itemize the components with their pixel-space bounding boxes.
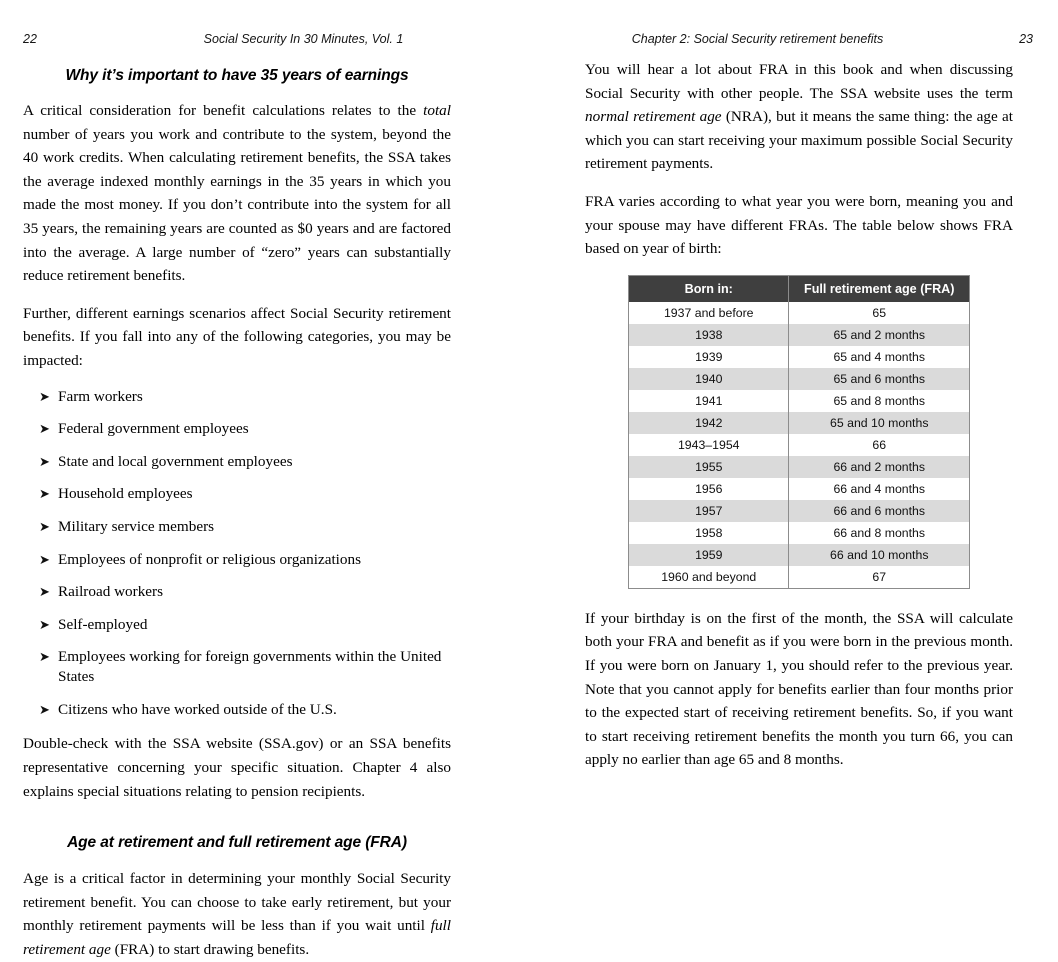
cell-fra: 67 [789,566,970,589]
list-item [39,387,451,407]
list-item [39,452,451,472]
arrow-bullet-icon: ➤ [39,649,50,665]
cell-fra: 65 and 4 months [789,346,970,368]
text-column-left [23,58,451,962]
table-row [629,456,970,478]
cell-fra: 66 and 2 months [789,456,970,478]
list-item [39,582,451,602]
paragraph-double-check: Double-check with the SSA website (SSA.gov) or an SSA benefits representative concerning your specific situation. Chapter 4 also explains special situations relating to pension recipients. [23,735,451,800]
impacted-categories-list [23,387,451,720]
list-item [39,419,451,439]
text-column-right [585,58,1013,772]
page-right [529,0,1058,792]
list-item [39,615,451,635]
paragraph-critical-consideration [23,99,451,288]
cell-born-in: 1938 [629,324,789,346]
cell-born-in: 1940 [629,368,789,390]
cell-fra: 66 and 8 months [789,522,970,544]
table-row [629,566,970,589]
paragraph-text: Age is a critical factor in determining your monthly Social Security retirement benefit. You can choose to take early retirement, but your monthly retirement payments will be less than if you wait until [23,870,451,935]
list-item-label: Employees of nonprofit or religious organizations [58,550,361,568]
paragraph-fra-varies: FRA varies according to what year you were born, meaning you and your spouse may have different FRAs. The table below shows FRA based on year of birth: [585,192,1013,258]
section-heading-35-years: Why it’s important to have 35 years of earnings [65,67,409,84]
list-item [39,700,451,720]
list-item-label: Federal government employees [58,420,249,438]
list-item-label: State and local government employees [58,452,293,470]
table-row [629,500,970,522]
cell-fra: 65 and 2 months [789,324,970,346]
cell-born-in: 1957 [629,500,789,522]
paragraph-text-cont: (FRA) to start drawing benefits. [110,941,310,959]
arrow-bullet-icon: ➤ [39,584,50,600]
list-item-label: Citizens who have worked outside of the U.S. [58,700,337,718]
running-head-chapter-title: Chapter 2: Social Security retirement benefits [631,32,884,46]
table-row [629,412,970,434]
cell-fra: 65 and 8 months [789,390,970,412]
paragraph-fra-terminology [585,58,1013,176]
emphasis-total: total [423,102,451,119]
list-item-label: Military service members [58,517,215,535]
arrow-bullet-icon: ➤ [39,486,50,502]
list-item [39,550,451,570]
cell-born-in: 1941 [629,390,789,412]
paragraph-birthday-first-of-month: If your birthday is on the first of the month, the SSA will calculate both your FRA and benefit as if you were born in the previous month. If you were born on January 1, you should refer to the previous year. Note that you cannot apply for benefits earlier than four months prior to the expected start of receiving retirement benefits. So, if you want to start receiving retirement benefits the month you turn 66, you can apply no earlier than age 65 and 8 months. [585,609,1013,769]
table-row [629,544,970,566]
column-header-born-in: Born in: [629,275,789,302]
table-row [629,478,970,500]
table-row [629,346,970,368]
list-item [39,517,451,537]
arrow-bullet-icon: ➤ [39,551,50,567]
table-body [629,302,970,589]
cell-born-in: 1942 [629,412,789,434]
table-row [629,368,970,390]
full-retirement-age-table [628,275,970,589]
cell-fra: 66 [789,434,970,456]
list-item-label: Railroad workers [58,583,164,601]
fra-table-container [585,275,1013,589]
list-item-label: Household employees [58,485,193,503]
cell-born-in: 1960 and beyond [629,566,789,589]
cell-born-in: 1939 [629,346,789,368]
table-row [629,390,970,412]
page-number-left: 22 [23,32,37,46]
arrow-bullet-icon: ➤ [39,453,50,469]
arrow-bullet-icon: ➤ [39,518,50,534]
cell-born-in: 1959 [629,544,789,566]
paragraph-text-cont: (NRA), but it means the same thing: the age at which you can start receiving your maximum possible Social Security retirement payments. [585,108,1013,173]
table-row [629,324,970,346]
running-head-book-title: Social Security In 30 Minutes, Vol. 1 [203,32,404,46]
paragraph-age-critical-factor [23,867,451,961]
cell-fra: 65 and 6 months [789,368,970,390]
column-header-full-retirement-age: Full retirement age (FRA) [789,275,970,302]
table-row [629,434,970,456]
cell-fra: 66 and 10 months [789,544,970,566]
cell-fra: 65 [789,302,970,324]
list-item [39,647,451,687]
paragraph-text: A critical consideration for benefit calculations relates to the [23,102,424,119]
emphasis-full-retirement-age: full retirement age [23,917,451,959]
cell-fra: 66 and 4 months [789,478,970,500]
arrow-bullet-icon: ➤ [39,616,50,632]
emphasis-normal-retirement-age: normal retirement age [585,108,722,126]
cell-fra: 65 and 10 months [789,412,970,434]
arrow-bullet-icon: ➤ [39,388,50,404]
arrow-bullet-icon: ➤ [39,421,50,437]
cell-born-in: 1943–1954 [629,434,789,456]
list-item-label: Farm workers [58,387,143,405]
cell-born-in: 1955 [629,456,789,478]
table-row [629,522,970,544]
list-item-label: Self-employed [58,615,148,633]
list-item [39,484,451,504]
section-heading-age-at-retirement: Age at retirement and full retirement age (FRA) [67,834,407,852]
list-item-label: Employees working for foreign governments within the United States [58,648,442,686]
cell-born-in: 1956 [629,478,789,500]
page-left [0,0,529,959]
page-number-right: 23 [1019,32,1033,46]
paragraph-text: You will hear a lot about FRA in this book and when discussing Social Security with other people. The SSA website uses the term [585,61,1013,102]
cell-fra: 66 and 6 months [789,500,970,522]
table-header-row [629,275,970,302]
paragraph-text-cont: number of years you work and contribute to the system, beyond the 40 work credits. When calculating retirement benefits, the SSA takes the average indexed monthly earnings in the 35 years in which you made the most money. If you don’t contribute into the system for all 35 years, the remaining years are counted as $0 years and are factored into the average. A large number of “zero” years can substantially reduce retirement benefits. [23,125,451,285]
arrow-bullet-icon: ➤ [39,701,50,717]
table-row [629,302,970,324]
cell-born-in: 1937 and before [629,302,789,324]
paragraph-earnings-scenarios: Further, different earnings scenarios affect Social Security retirement benefits. If you fall into any of the following categories, you may be impacted: [23,304,451,369]
cell-born-in: 1958 [629,522,789,544]
